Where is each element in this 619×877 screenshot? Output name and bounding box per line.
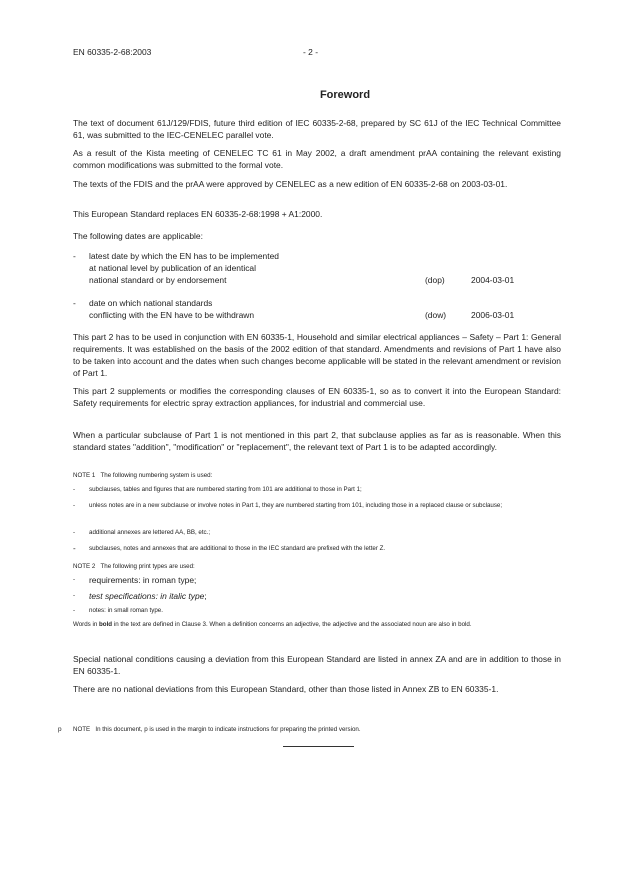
list-dash: - bbox=[73, 251, 76, 261]
note-label: NOTE bbox=[73, 726, 91, 733]
note-text: The following numbering system is used: bbox=[100, 472, 213, 479]
header-page-number: - 2 - bbox=[303, 47, 319, 57]
note-label: NOTE 1 bbox=[73, 472, 96, 479]
date-item-line: at national level by publication of an identical bbox=[89, 263, 256, 273]
date-code: (dow) bbox=[425, 310, 447, 320]
paragraph: Special national conditions causing a deviation from this European Standard are listed in annex ZA and are in addition to those in EN 60335-1. bbox=[73, 654, 561, 676]
paragraph: The text of document 61J/129/FDIS, future third edition of IEC 60335-2-68, prepared by SC 61J of the IEC Technical Committee 61, was submitted to the IEC-CENELEC parallel vote. bbox=[73, 118, 561, 140]
paragraph: When a particular subclause of Part 1 is not mentioned in this part 2, that subclause applies as far as is reasonable. When this standard states "addition", "modification" or "replacement", the relevant text of Part 1 is to be adapted accordingly. bbox=[73, 430, 561, 452]
note-text: The following print types are used: bbox=[100, 563, 195, 570]
end-rule bbox=[283, 746, 354, 747]
text: Words in bbox=[73, 621, 100, 628]
date-item-dop bbox=[73, 250, 561, 286]
list-dash: - bbox=[73, 576, 76, 583]
header-doc-id: EN 60335-2-68:2003 bbox=[73, 47, 152, 57]
list-dash: - bbox=[73, 592, 76, 599]
paragraph: As a result of the Kista meeting of CENELEC TC 61 in May 2002, a draft amendment prAA containing the relevant existing common modifications was submitted to the formal vote. bbox=[73, 148, 561, 170]
date-item-line: latest date by which the EN has to be implemented bbox=[89, 251, 279, 261]
paragraph: The texts of the FDIS and the prAA were approved by CENELEC as a new edition of EN 60335-2-68 on 2003-03-01. bbox=[73, 179, 508, 189]
date-item-line: conflicting with the EN have to be withdrawn bbox=[89, 310, 255, 320]
date-item-line: national standard or by endorsement bbox=[89, 275, 227, 285]
list-dash: - bbox=[73, 607, 76, 614]
list-dash: - bbox=[73, 529, 76, 536]
note2-heading bbox=[73, 561, 561, 573]
paragraph: This part 2 has to be used in conjunction with EN 60335-1, Household and similar electrical appliances – Safety – Part 1: General requirements. It was established on the basis of the 2002 edition of that standard. Amendments and revisions of Part 1 have also to be taken into account and the dates when such changes become applicable will be stated in the relevant amendment or revision of Part 1. bbox=[73, 332, 561, 378]
bold-text: bold bbox=[99, 621, 113, 628]
paragraph: This European Standard replaces EN 60335-2-68:1998 + A1:2000. bbox=[73, 209, 323, 219]
italic-text: test specifications: in italic type bbox=[89, 591, 205, 601]
list-dash: - bbox=[73, 298, 76, 308]
note-item-text: unless notes are in a new subclause or involve notes in Part 1, they are numbered starting from 101, including those in a replaced clause or subclause; bbox=[89, 502, 503, 509]
final-note bbox=[73, 724, 561, 736]
margin-marker-p: p bbox=[58, 726, 62, 733]
date-value: 2006-03-01 bbox=[471, 310, 515, 320]
date-code: (dop) bbox=[425, 275, 445, 285]
paragraph: The following dates are applicable: bbox=[73, 231, 203, 241]
note-item-text: additional annexes are lettered AA, BB, etc.; bbox=[89, 529, 211, 536]
list-dash: - bbox=[73, 544, 76, 553]
note1-heading bbox=[73, 470, 561, 482]
punctuation: ; bbox=[204, 591, 207, 601]
bold-words-note bbox=[73, 619, 561, 631]
note-item-text: requirements: in roman type; bbox=[89, 575, 197, 585]
note-text: In this document, p is used in the margin to indicate instructions for preparing the printed version. bbox=[95, 726, 361, 733]
text: in the text are defined in Clause 3. When a definition concerns an adjective, the adjective and the associated noun are also in bold. bbox=[112, 621, 472, 628]
note-item-text: notes: in small roman type. bbox=[89, 607, 163, 614]
page-title: Foreword bbox=[319, 89, 371, 101]
note-item-text: subclauses, tables and figures that are numbered starting from 101 are additional to those in Part 1; bbox=[89, 486, 362, 493]
date-value: 2004-03-01 bbox=[471, 275, 515, 285]
list-dash: - bbox=[73, 502, 76, 509]
date-item-line: date on which national standards bbox=[89, 298, 213, 308]
note-label: NOTE 2 bbox=[73, 563, 96, 570]
paragraph: This part 2 supplements or modifies the corresponding clauses of EN 60335-1, so as to convert it into the European Standard: Safety requirements for electric spray extraction appliances, for industrial and commercial use. bbox=[73, 386, 561, 408]
paragraph: There are no national deviations from this European Standard, other than those listed in Annex ZB to EN 60335-1. bbox=[73, 684, 499, 694]
date-item-dow bbox=[73, 297, 561, 321]
list-dash: - bbox=[73, 486, 76, 493]
note-item-text: subclauses, notes and annexes that are additional to those in the IEC standard are prefixed with the letter Z. bbox=[89, 545, 386, 552]
